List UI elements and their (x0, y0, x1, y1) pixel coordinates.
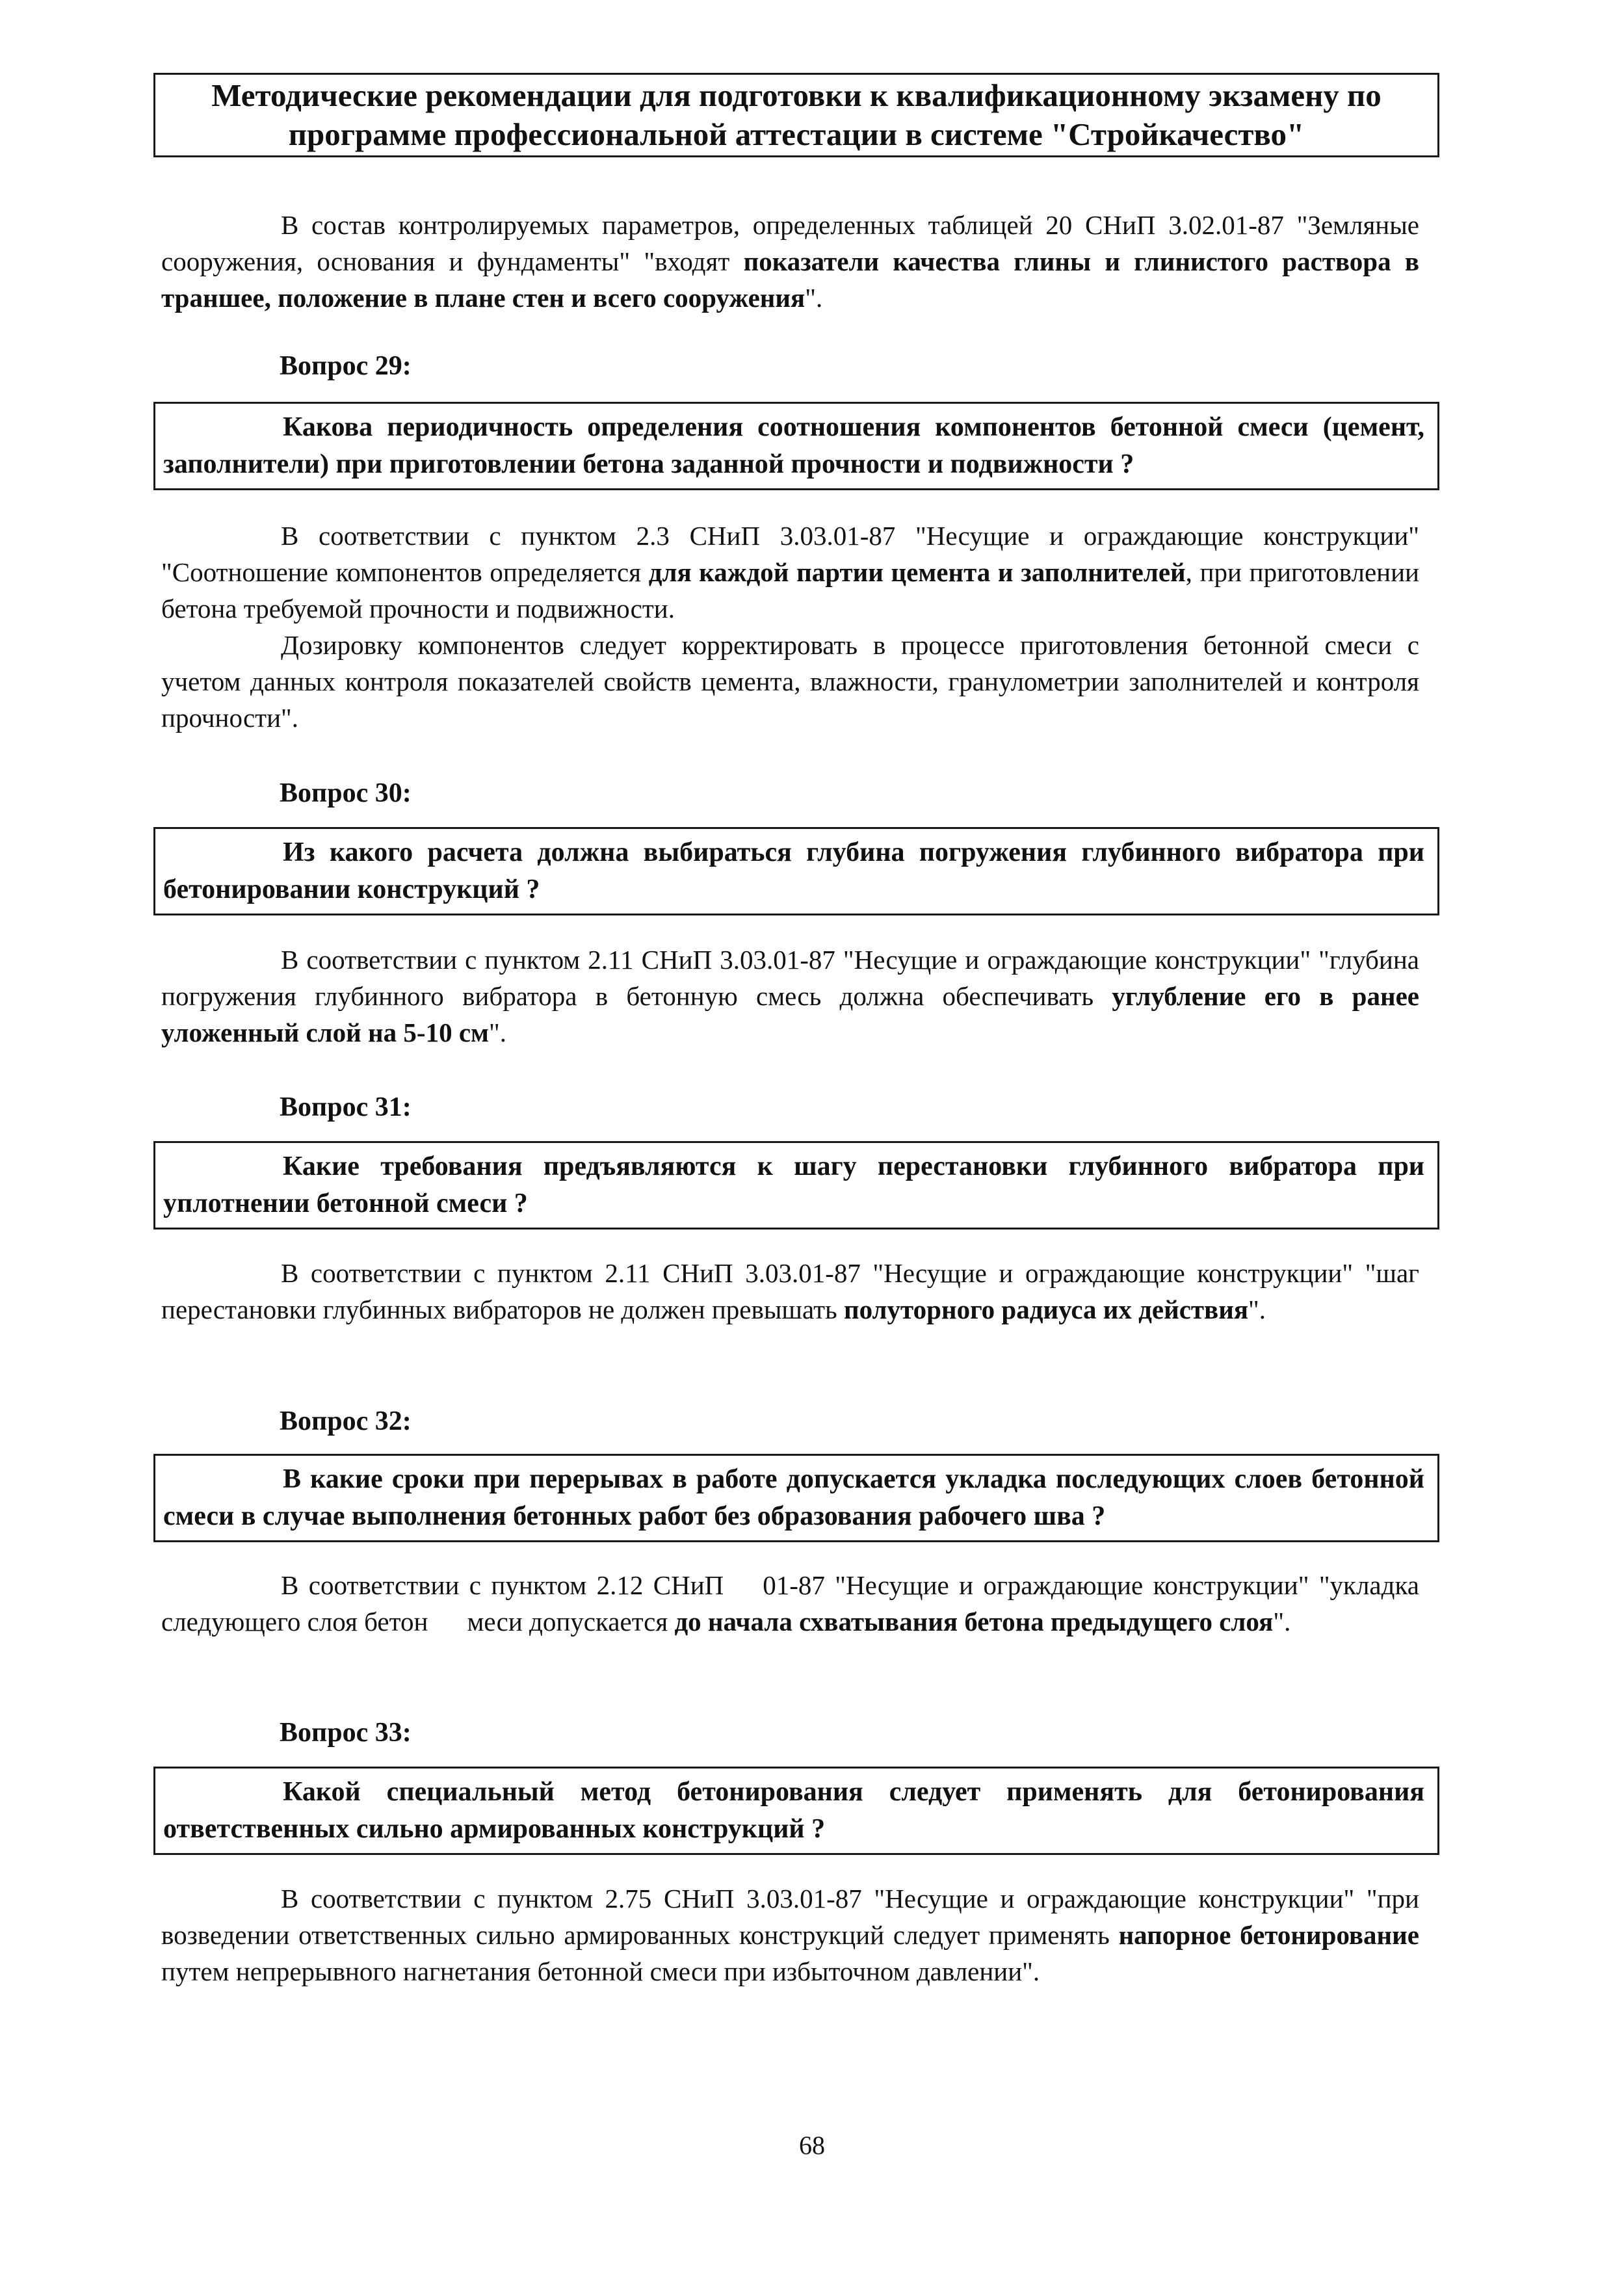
document-header (153, 73, 1439, 157)
answer-33-text: В соответствии с пунктом 2.75 СНиП 3.03.01-87 "Несущие и ограждающие конструкции" "при возведении ответственных сильно армированных конструкций следует применять (161, 1884, 1419, 1950)
question-29-box (153, 402, 1439, 490)
question-32-label: Вопрос 32: (280, 1406, 412, 1436)
answer-29-emphasis: для каждой партии цемента и заполнителей (648, 557, 1186, 587)
answer-30-text-end: ". (488, 1018, 506, 1047)
intro-text-end: ". (805, 283, 823, 313)
answer-31-text-end: ". (1248, 1295, 1266, 1324)
question-31-text: Какие требования предъявляются к шагу перестановки глубинного вибратора при уплотнении бетонной смеси ? (163, 1151, 1424, 1218)
answer-31-text: В соответствии с пунктом 2.11 СНиП 3.03.01-87 "Несущие и ограждающие конструкции" "шаг перестановки глубинных вибраторов не должен превышать (161, 1258, 1419, 1324)
intro-paragraph (161, 207, 1419, 316)
question-30-box (153, 827, 1439, 915)
header-title-line-1: Методические рекомендации для подготовки к квалификационному экзамену по (211, 77, 1382, 113)
question-32-text: В какие сроки при перерывах в работе допускается укладка последующих слоев бетонной смеси в случае выполнения бетонных работ без образования рабочего шва ? (163, 1464, 1424, 1531)
question-30-text: Из какого расчета должна выбираться глубина погружения глубинного вибратора при бетонировании конструкций ? (163, 837, 1424, 904)
answer-29-text: В соответствии с пунктом 2.3 СНиП 3.03.01-87 "Несущие и ограждающие конструкции" "Соотношение компонентов определяется (161, 521, 1419, 587)
answer-33-emphasis: напорное бетонирование (1118, 1920, 1420, 1950)
answer-29-text-end: , при приготовлении бетона требуемой прочности и подвижности. (161, 557, 1419, 624)
question-31-box (153, 1141, 1439, 1229)
answer-30-text: В соответствии с пунктом 2.11 СНиП 3.03.01-87 "Несущие и ограждающие конструкции" "глубина погружения глубинного вибратора в бетонную смесь должна обеспечивать (161, 945, 1419, 1011)
answer-31 (161, 1255, 1419, 1328)
question-33-label: Вопрос 33: (280, 1718, 412, 1748)
answer-31-emphasis: полуторного радиуса их действия (843, 1295, 1248, 1324)
intro-emphasis: показатели качества глины и глинистого раствора в траншее, положение в плане стен и всего сооружения (161, 246, 1419, 313)
question-31-label: Вопрос 31: (280, 1092, 412, 1122)
answer-30 (161, 941, 1419, 1051)
header-title-line-2: программе профессиональной аттестации в системе "Стройкачество" (288, 116, 1305, 152)
answer-32-text-3: меси допускается (467, 1607, 675, 1637)
question-29-label: Вопрос 29: (280, 351, 412, 381)
question-33-box (153, 1767, 1439, 1855)
answer-33-text-end: путем непрерывного нагнетания бетонной смеси при избыточном давлении". (161, 1956, 1040, 1986)
question-33-text: Какой специальный метод бетонирования следует применять для бетонирования ответственных сильно армированных конструкций ? (163, 1777, 1424, 1844)
question-30-label: Вопрос 30: (280, 778, 412, 808)
question-29-text: Какова периодичность определения соотношения компонентов бетонной смеси (цемент, заполнители) при приготовлении бетона заданной прочности и подвижности ? (163, 412, 1424, 479)
answer-29 (161, 518, 1419, 736)
answer-32-emphasis: до начала схватывания бетона предыдущего слоя (674, 1607, 1274, 1637)
answer-32-text-end: ". (1273, 1607, 1291, 1637)
answer-30-emphasis: углубление его в ранее уложенный слой на 5-10 см (161, 981, 1419, 1047)
answer-33 (161, 1880, 1419, 1990)
answer-32-text-2: 01-87 "Несущие и ограждающие конструкции" "укладка следующего слоя бетон (161, 1570, 1419, 1637)
answer-29-paragraph-2: Дозировку компонентов следует корректировать в процессе приготовления бетонной смеси с учетом данных контроля показателей свойств цемента, влажности, гранулометрии заполнителей и контроля прочности". (161, 630, 1419, 733)
intro-text: В состав контролируемых параметров, определенных таблицей 20 СНиП 3.02.01-87 "Земляные сооружения, основания и фундаменты" "входят (161, 210, 1419, 276)
answer-32 (161, 1567, 1419, 1640)
answer-32-text: В соответствии с пунктом 2.12 СНиП (281, 1570, 724, 1600)
page-number: 68 (799, 2131, 825, 2160)
question-32-box (153, 1454, 1439, 1542)
